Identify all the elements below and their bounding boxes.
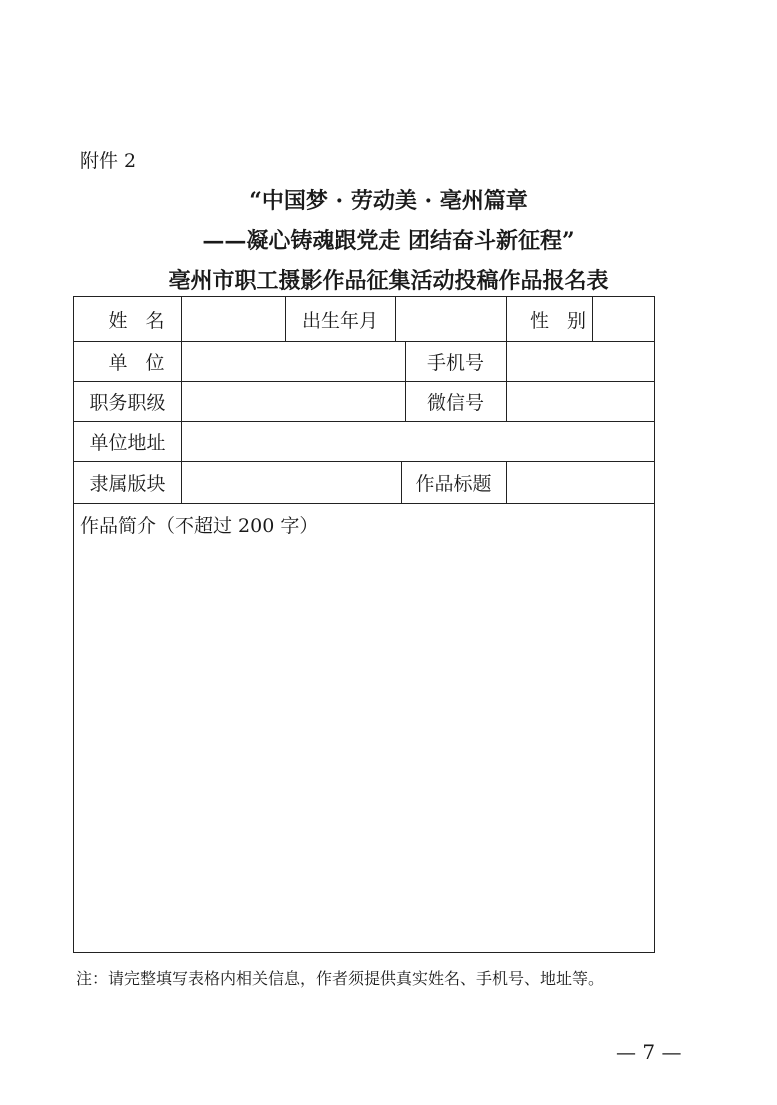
footnote: 注：请完整填写表格内相关信息，作者须提供真实姓名、手机号、地址等。 xyxy=(76,969,605,988)
birth-field[interactable] xyxy=(396,297,506,341)
row-divider xyxy=(74,503,654,504)
wechat-field[interactable] xyxy=(507,381,655,421)
name-label: 姓名 xyxy=(108,309,183,332)
registration-form xyxy=(73,296,655,953)
address-label: 单位地址 xyxy=(89,431,166,454)
birth-label: 出生年月 xyxy=(301,309,378,332)
title-line-1: “中国梦 · 劳动美 · 亳州篇章 xyxy=(249,188,528,214)
unit-label: 单位 xyxy=(108,351,183,374)
title-line-2: ——凝心铸魂跟党走 团结奋斗新征程” xyxy=(202,228,575,254)
address-field[interactable] xyxy=(182,421,655,461)
position-label: 职务职级 xyxy=(89,391,166,414)
intro-field[interactable] xyxy=(74,537,654,951)
name-field[interactable] xyxy=(182,297,285,341)
section-label: 隶属版块 xyxy=(89,472,166,495)
work-title-label: 作品标题 xyxy=(415,472,492,495)
work-title-field[interactable] xyxy=(507,461,655,503)
gender-label: 性别 xyxy=(529,309,604,332)
gender-field[interactable] xyxy=(593,297,655,341)
page-number: — 7 — xyxy=(616,1040,682,1064)
phone-field[interactable] xyxy=(507,341,655,381)
wechat-label: 微信号 xyxy=(426,391,484,414)
intro-label: 作品简介（不超过 200 字） xyxy=(80,515,319,537)
section-field[interactable] xyxy=(182,461,401,503)
attachment-label: 附件 2 xyxy=(80,150,137,172)
position-field[interactable] xyxy=(182,381,405,421)
unit-field[interactable] xyxy=(182,341,405,381)
title-line-3: 亳州市职工摄影作品征集活动投稿作品报名表 xyxy=(168,268,609,294)
phone-label: 手机号 xyxy=(426,351,484,374)
